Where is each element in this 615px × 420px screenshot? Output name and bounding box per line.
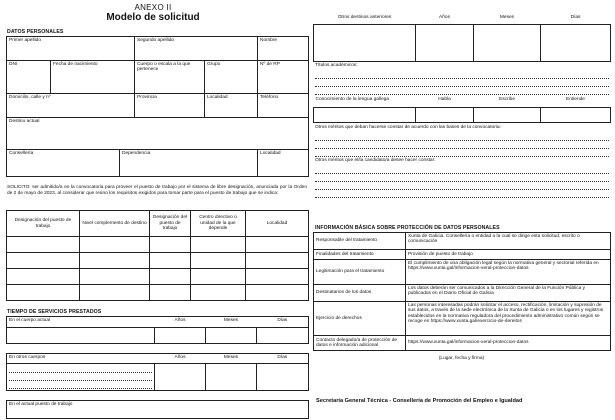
puesto-table	[6, 210, 309, 301]
nrp-field[interactable]: Nº de RP	[258, 61, 309, 94]
localidad-field[interactable]: Localidad	[205, 94, 258, 118]
puesto-header-2: Nivel complemento de destino	[80, 211, 150, 237]
dni-field[interactable]: DNI	[7, 61, 51, 94]
puesto-cell[interactable]	[191, 269, 246, 285]
entiende-label: Entiende	[566, 97, 585, 102]
puesto-cell[interactable]	[191, 285, 246, 301]
puesto-cell[interactable]	[80, 285, 150, 301]
puesto-cell[interactable]	[191, 253, 246, 269]
titulos-lines[interactable]	[315, 71, 609, 95]
habla-label: Habla	[438, 97, 451, 102]
meritos-candidato-label: Otros méritos que el/la candidato/a desee hacer constar:	[315, 158, 436, 163]
cuerpo-actual-meses[interactable]	[206, 328, 257, 344]
form-title: Modelo de solicitud	[106, 12, 200, 23]
proteccion-label: Ejercicio de derechos	[314, 302, 406, 336]
otros-destinos-anos: Años	[439, 15, 450, 20]
solicito-text: SOLICITO: ser admitido/a en la convocatoria para proveer el puesto de trabajo por el sistema de libre designación, anunciada por la Orden de 2 de mayo de 2023, al considerar que reúno los requisitos exigidos para tomar parte para el puesto de trabajo que se indica:	[7, 185, 307, 196]
puesto-header-1: Designación del puesto de trabajo	[7, 211, 80, 237]
puesto-cell[interactable]	[246, 253, 309, 269]
puesto-cell[interactable]	[7, 269, 80, 285]
puesto-cell[interactable]	[150, 237, 191, 253]
telefono-field[interactable]: Teléfono	[258, 94, 309, 118]
proteccion-value: https://www.xunta.gal/informacion-xeral-proteccion-datos	[406, 336, 611, 351]
escribe-field[interactable]	[474, 107, 541, 122]
otros-destinos-dias-field[interactable]	[541, 24, 611, 61]
puesto-cell[interactable]	[7, 253, 80, 269]
titulos-label: Títulos académicos:	[315, 63, 358, 68]
personal-data-table	[6, 36, 309, 177]
dias-label-2: Días	[257, 354, 309, 364]
annex-label: ANEXO II	[134, 3, 172, 12]
puesto-actual-field[interactable]: En el actual puesto de trabajo	[7, 401, 309, 419]
segundo-apellido-field[interactable]: Segundo apellido	[135, 37, 258, 61]
proteccion-table	[313, 232, 611, 351]
lengua-table	[313, 96, 611, 123]
otros-destinos-dias: Días	[570, 15, 581, 20]
fecha-nacimiento-field[interactable]: Fecha de nacimiento	[51, 61, 135, 94]
puesto-cell[interactable]	[7, 237, 80, 253]
proteccion-label: Responsable del tratamiento	[314, 233, 406, 250]
puesto-header-5: Localidad	[246, 211, 309, 237]
anos-label: Años	[155, 317, 206, 328]
meses-label-2: Meses	[206, 354, 257, 364]
destino-actual-field[interactable]: Destino actual	[7, 118, 309, 150]
signature-area[interactable]	[330, 364, 600, 390]
puesto-cell[interactable]	[150, 253, 191, 269]
puesto-cell[interactable]	[150, 285, 191, 301]
habla-field[interactable]	[416, 107, 474, 122]
meritos-convocatoria-lines[interactable]	[315, 133, 609, 157]
primer-apellido-field[interactable]: Primer apellido	[7, 37, 135, 61]
puesto-cell[interactable]	[191, 237, 246, 253]
cuerpo-actual-label: En el cuerpo actual	[7, 317, 155, 328]
anos-label-2: Años	[155, 354, 206, 364]
otros-destinos-table	[313, 14, 611, 62]
otros-cuerpos-anos[interactable]	[155, 364, 206, 391]
puesto-cell[interactable]	[246, 269, 309, 285]
puesto-cell[interactable]	[150, 269, 191, 285]
proteccion-value: Los datos deberán ser comunicados a la Dirección General de la Función Pública y publicados en el Diario Oficial de Galicia	[406, 285, 611, 302]
domicilio-field[interactable]: Domicilio, calle y nº	[7, 94, 135, 118]
proteccion-value: Las personas interesadas podrán solicitar el acceso, rectificación, limitación y supresión de sus datos, a través de la sede electrónica de la Xunta de Galicia o en los lugares y registros establecidos en la normativa reguladora del procedimiento administrativo común según se recoge en https://www.xunta.gal/exercicio-de-dereitos	[406, 302, 611, 336]
otros-cuerpos-meses[interactable]	[206, 364, 257, 391]
otros-destinos-anos-field[interactable]	[416, 24, 474, 61]
puesto-cell[interactable]	[80, 269, 150, 285]
otros-destinos-header: Otros destinos anteriores	[337, 15, 392, 20]
provincia-field[interactable]: Provincia	[135, 94, 205, 118]
puesto-cell[interactable]	[246, 285, 309, 301]
proteccion-value: El cumplimiento de una obligación legal según la normativa general y sectorial referida en https://www.xunta.gal/informacion-xeral-proteccion-datos	[406, 260, 611, 285]
entiende-field[interactable]	[541, 107, 611, 122]
escribe-label: Escribe	[499, 97, 515, 102]
lengua-field[interactable]	[314, 107, 416, 122]
tiempo-section-title: TIEMPO DE SERVICIOS PRESTADOS	[7, 309, 102, 315]
dependencia-field[interactable]: Dependencia	[120, 150, 258, 177]
nombre-field[interactable]: Nombre	[258, 37, 309, 61]
conselleria-field[interactable]: Consellería	[7, 150, 120, 177]
otros-cuerpos-dias[interactable]	[257, 364, 309, 391]
proteccion-value: Xunta de Galicia. Consellería o entidad a la cual se dirige esta solicitud, escrito o comunicación	[406, 233, 611, 250]
signature-label: (Lugar, fecha y firma)	[438, 356, 485, 361]
otros-destinos-meses: Meses	[499, 15, 515, 20]
localidad2-field[interactable]: Localidad	[258, 150, 309, 177]
dias-label: Días	[257, 317, 309, 328]
puesto-header-4: Centro directivo o unidad de la que depende	[191, 211, 246, 237]
proteccion-section-title: INFORMACIÓN BÁSICA SOBRE PROTECCIÓN DE DATOS PERSONALES	[315, 225, 500, 231]
puesto-cell[interactable]	[80, 253, 150, 269]
puesto-cell[interactable]	[80, 237, 150, 253]
puesto-header-3: Designación del puesto de trabajo	[150, 211, 191, 237]
otros-cuerpos-field[interactable]	[7, 364, 155, 391]
proteccion-label: Destinatarios de los datos	[314, 285, 406, 302]
cuerpo-field[interactable]: Cuerpo o escala a la que pertenece	[135, 61, 205, 94]
cuerpo-actual-field[interactable]	[7, 328, 155, 344]
meritos-convocatoria-label: Otros méritos que deban hacerse constar de acuerdo con las bases de la convocatoria:	[315, 125, 501, 130]
proteccion-value: Provisión de puesto de trabajo	[406, 250, 611, 260]
grupo-field[interactable]: Grupo	[205, 61, 258, 94]
proteccion-label: Contacto delegado/a de protección de datos e información adicional	[314, 336, 406, 351]
personal-section-title: DATOS PERSONALES	[7, 29, 64, 35]
otros-cuerpos-label: En otros cuerpos	[7, 354, 155, 364]
otros-destinos-field[interactable]	[314, 24, 416, 61]
proteccion-label: Legitimación para el tratamiento	[314, 260, 406, 285]
meritos-candidato-lines[interactable]	[315, 166, 609, 198]
tiempo-table	[6, 316, 309, 419]
puesto-cell[interactable]	[7, 285, 80, 301]
otros-destinos-meses-field[interactable]	[474, 24, 541, 61]
cuerpo-actual-anos[interactable]	[155, 328, 206, 344]
puesto-cell[interactable]	[246, 237, 309, 253]
lengua-label: Conocimiento de la lengua gallega	[315, 97, 390, 102]
meses-label: Meses	[206, 317, 257, 328]
cuerpo-actual-dias[interactable]	[257, 328, 309, 344]
footer-text: Secretaría General Técnica - Consellería de Promoción del Empleo e Igualdad	[316, 398, 523, 404]
proteccion-label: Finalidades del tratamiento	[314, 250, 406, 260]
